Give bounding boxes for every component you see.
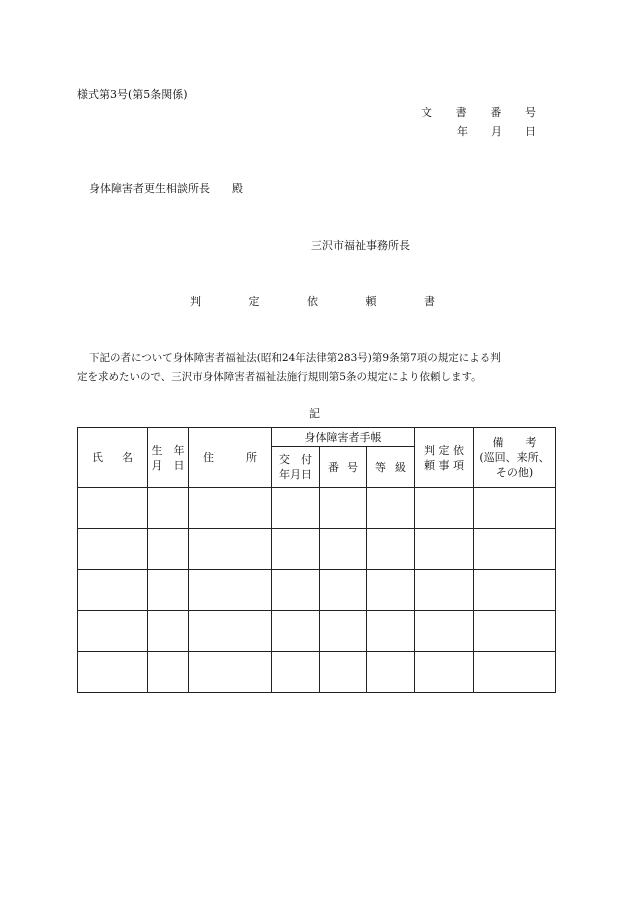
doc-number-char: 号 bbox=[524, 106, 536, 119]
table-row bbox=[78, 570, 556, 611]
form-number-label: 様式第3号(第5条関係) bbox=[77, 88, 188, 101]
table-cell[interactable] bbox=[415, 488, 474, 529]
header-handbook-group: 身体障害者手帳 bbox=[272, 428, 415, 447]
document-number-line bbox=[421, 104, 536, 120]
table-cell[interactable] bbox=[189, 488, 272, 529]
table-cell[interactable] bbox=[78, 529, 148, 570]
table-cell[interactable] bbox=[78, 652, 148, 693]
table-cell[interactable] bbox=[78, 488, 148, 529]
document-title bbox=[190, 293, 435, 309]
doc-number-char: 書 bbox=[455, 106, 467, 119]
table-cell[interactable] bbox=[148, 570, 189, 611]
body-line-1: 下記の者について身体障害者福祉法(昭和24年法律第283号)第9条第7項の規定による判 bbox=[89, 352, 501, 364]
table-cell[interactable] bbox=[415, 652, 474, 693]
sender: 三沢市福祉事務所長 bbox=[311, 239, 410, 252]
header-number: 番 号 bbox=[320, 447, 367, 488]
table-cell[interactable] bbox=[78, 611, 148, 652]
header-address: 住 所 bbox=[189, 428, 272, 488]
body-line-2: 定を求めたいので、三沢市身体障害者福祉法施行規則第5条の規定により依頼します。 bbox=[77, 371, 482, 383]
title-char: 書 bbox=[424, 295, 435, 308]
table-row bbox=[78, 488, 556, 529]
table-cell[interactable] bbox=[367, 652, 415, 693]
table-cell[interactable] bbox=[189, 611, 272, 652]
table-cell[interactable] bbox=[320, 611, 367, 652]
table-cell[interactable] bbox=[272, 570, 320, 611]
table-cell[interactable] bbox=[148, 488, 189, 529]
title-char: 定 bbox=[248, 295, 260, 308]
table-cell[interactable] bbox=[320, 529, 367, 570]
title-char: 判 bbox=[190, 295, 201, 308]
table-cell[interactable] bbox=[189, 652, 272, 693]
table-cell[interactable] bbox=[367, 529, 415, 570]
applicant-table bbox=[77, 427, 556, 693]
table-cell[interactable] bbox=[320, 488, 367, 529]
table-cell[interactable] bbox=[367, 570, 415, 611]
date-line bbox=[457, 123, 536, 139]
table-cell[interactable] bbox=[189, 570, 272, 611]
table-cell[interactable] bbox=[415, 611, 474, 652]
table-cell[interactable] bbox=[272, 652, 320, 693]
table-cell[interactable] bbox=[415, 570, 474, 611]
table-cell[interactable] bbox=[367, 488, 415, 529]
table-cell[interactable] bbox=[148, 529, 189, 570]
date-day-char: 日 bbox=[525, 125, 536, 138]
table-row bbox=[78, 529, 556, 570]
header-remarks: 備 考 (巡回、来所、 その他) bbox=[474, 428, 556, 488]
table-cell[interactable] bbox=[272, 529, 320, 570]
table-cell[interactable] bbox=[272, 488, 320, 529]
table-cell[interactable] bbox=[320, 570, 367, 611]
table-cell[interactable] bbox=[320, 652, 367, 693]
ki-heading: 記 bbox=[309, 407, 320, 420]
doc-number-char: 文 bbox=[421, 106, 432, 119]
date-month-char: 月 bbox=[491, 125, 502, 138]
table-cell[interactable] bbox=[148, 652, 189, 693]
table-row bbox=[78, 652, 556, 693]
date-year-char: 年 bbox=[457, 125, 468, 138]
table-cell[interactable] bbox=[272, 611, 320, 652]
title-char: 頼 bbox=[365, 295, 377, 308]
table-cell[interactable] bbox=[367, 611, 415, 652]
table-cell[interactable] bbox=[474, 529, 556, 570]
table-cell[interactable] bbox=[474, 488, 556, 529]
table-cell[interactable] bbox=[415, 529, 474, 570]
addressee: 身体障害者更生相談所長 殿 bbox=[89, 182, 243, 195]
header-name: 氏 名 bbox=[78, 428, 148, 488]
header-grade: 等 級 bbox=[367, 447, 415, 488]
header-birthdate: 生 年 月 日 bbox=[148, 428, 189, 488]
table-cell[interactable] bbox=[189, 529, 272, 570]
table-cell[interactable] bbox=[474, 570, 556, 611]
title-char: 依 bbox=[307, 295, 318, 308]
doc-number-char: 番 bbox=[490, 106, 502, 119]
table-cell[interactable] bbox=[78, 570, 148, 611]
header-request-items: 判 定 依 頼 事 項 bbox=[415, 428, 474, 488]
table-row bbox=[78, 611, 556, 652]
table-cell[interactable] bbox=[474, 611, 556, 652]
table-cell[interactable] bbox=[148, 611, 189, 652]
header-issue-date: 交 付 年月日 bbox=[272, 447, 320, 488]
table-cell[interactable] bbox=[474, 652, 556, 693]
